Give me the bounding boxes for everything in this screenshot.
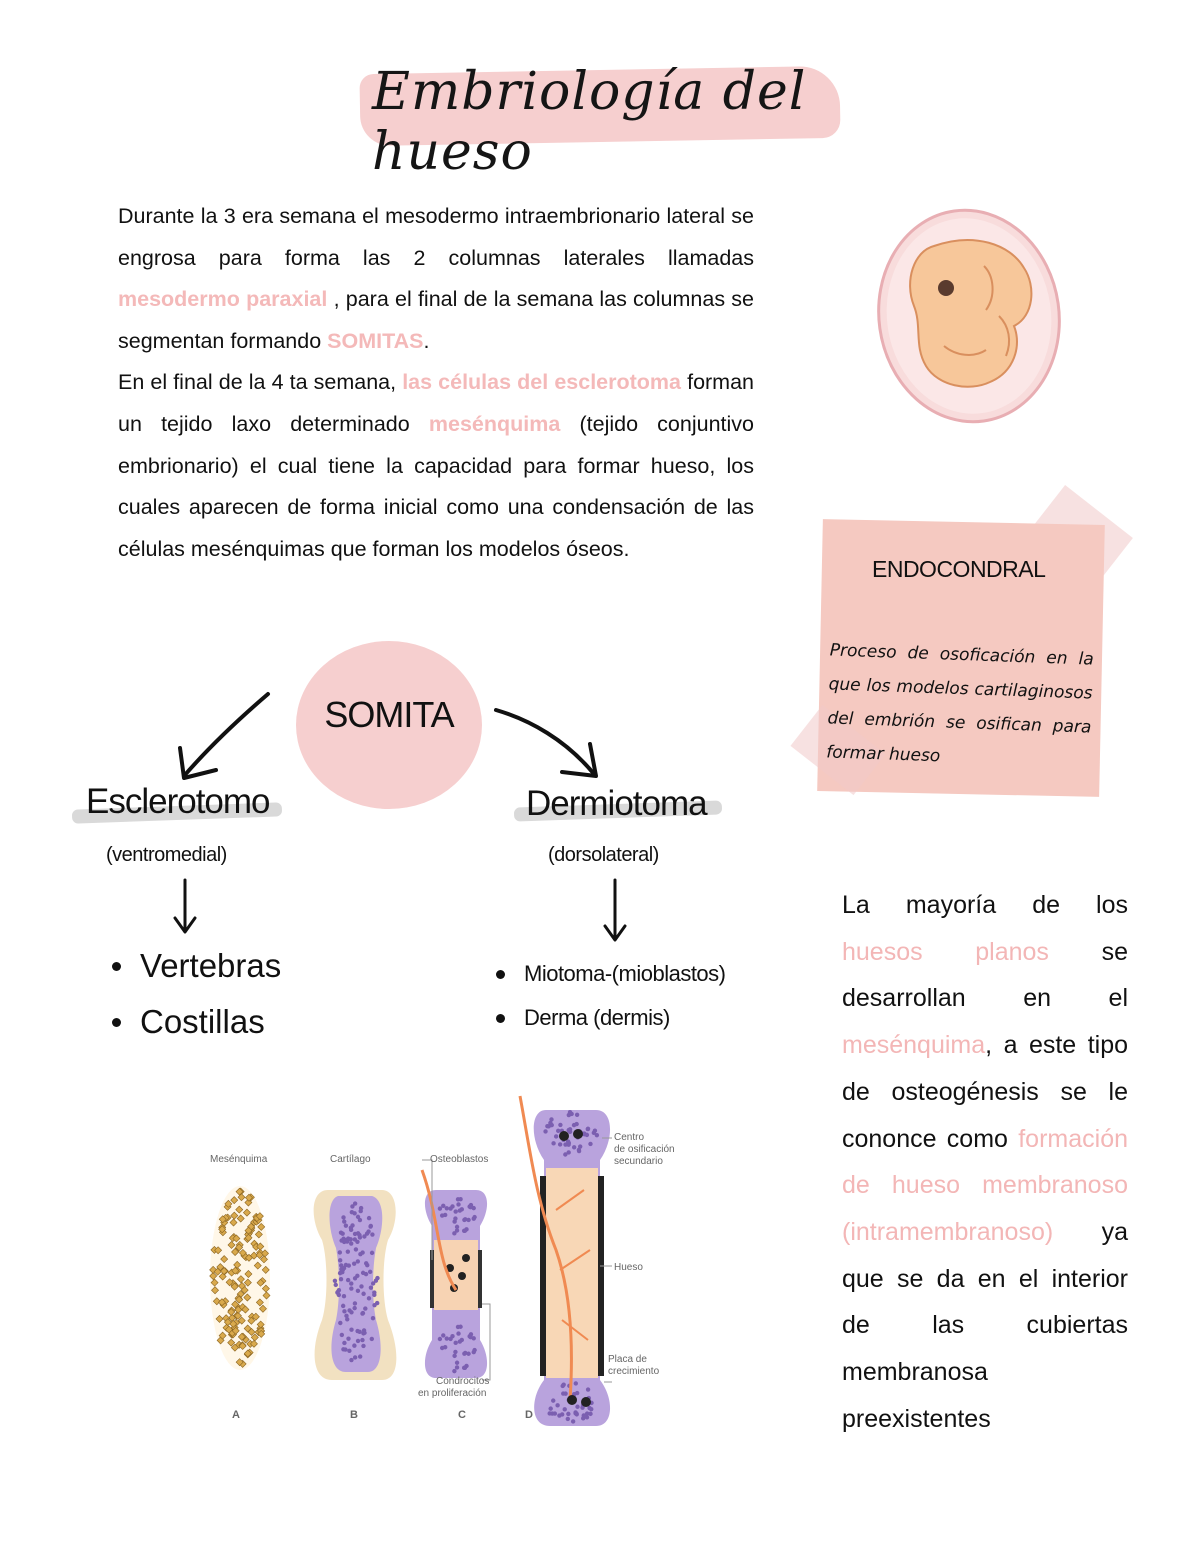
cell-dot bbox=[555, 1403, 559, 1407]
cell-dot bbox=[551, 1141, 555, 1145]
intro-paragraph bbox=[118, 196, 754, 570]
cell-dot bbox=[452, 1354, 456, 1358]
cell-dot bbox=[561, 1384, 565, 1388]
intro-text: (tejido conjuntivo embrionario) el cual tiene la capacidad para formar hueso, los cuales aparecen de forma inicial como una condensación de las células mesénquimas que forman los modelos óseos. bbox=[118, 411, 755, 561]
cell-dot bbox=[349, 1286, 353, 1290]
cell-dot bbox=[545, 1124, 549, 1128]
cell-dot bbox=[363, 1306, 367, 1310]
cell-dot bbox=[472, 1215, 476, 1219]
cell-dot bbox=[368, 1270, 372, 1274]
cell-dot bbox=[575, 1405, 579, 1409]
esclerotomo-heading: Esclerotomo bbox=[86, 782, 270, 821]
cell-dot bbox=[370, 1251, 374, 1255]
cell-dot bbox=[347, 1349, 351, 1353]
cell-dot bbox=[346, 1278, 350, 1282]
cell-dot bbox=[342, 1266, 346, 1270]
label-mesenquima: Mesénquima bbox=[210, 1154, 268, 1165]
cell-dot bbox=[472, 1348, 476, 1352]
cell-dot bbox=[338, 1321, 342, 1325]
cell-dot bbox=[349, 1358, 353, 1362]
cell-dot bbox=[353, 1301, 357, 1305]
cell-dot bbox=[342, 1341, 346, 1345]
cell-dot bbox=[362, 1331, 366, 1335]
dermiotoma-subtitle: (dorsolateral) bbox=[548, 844, 659, 866]
cell-dot bbox=[347, 1263, 351, 1267]
embryo-illustration bbox=[874, 206, 1064, 426]
cell-dot bbox=[561, 1391, 565, 1395]
cell-dot bbox=[335, 1290, 339, 1294]
cell-dot bbox=[358, 1218, 362, 1222]
highlight-esclerotoma: las células del esclerotoma bbox=[402, 370, 681, 395]
cell-dot bbox=[455, 1365, 459, 1369]
membranoso-paragraph bbox=[842, 882, 1128, 1442]
cell-dot bbox=[585, 1415, 589, 1419]
cell-dot bbox=[346, 1249, 350, 1253]
intro-text: En el final de la 4 ta semana, bbox=[118, 370, 403, 395]
cell-dot bbox=[588, 1412, 592, 1416]
cell-dot bbox=[354, 1247, 358, 1251]
cell-dot bbox=[462, 1366, 466, 1370]
arrow-right-icon bbox=[490, 700, 605, 785]
cell-dot bbox=[342, 1309, 346, 1313]
dermiotoma-heading: Dermiotoma bbox=[526, 784, 707, 823]
cell-dot bbox=[566, 1150, 570, 1154]
panel-label-d: D bbox=[525, 1409, 533, 1421]
intro-text: , para el final de la semana las columnas se segmentan formando bbox=[118, 287, 754, 353]
cell-dot bbox=[452, 1369, 456, 1373]
arrow-down-left-icon bbox=[170, 876, 200, 938]
cell-dot bbox=[356, 1339, 360, 1343]
cell-dot bbox=[462, 1218, 466, 1222]
cell-dot bbox=[440, 1213, 444, 1217]
cell-dot bbox=[456, 1331, 460, 1335]
cell-dot bbox=[341, 1215, 345, 1219]
cell-dot bbox=[342, 1294, 346, 1298]
somita-label: SOMITA bbox=[324, 694, 454, 735]
membranoso-text: se desarrollan en el bbox=[842, 937, 1128, 1013]
cell-dot bbox=[340, 1231, 344, 1235]
cell-dot bbox=[339, 1277, 343, 1281]
cell-dot bbox=[361, 1271, 365, 1275]
page-title: Embriología del hueso bbox=[372, 62, 807, 182]
cell-dot bbox=[346, 1336, 350, 1340]
cell-dot bbox=[358, 1354, 362, 1358]
cell-dot bbox=[356, 1259, 360, 1263]
list-item: Vertebras bbox=[112, 938, 281, 994]
label-centro-1: Centro bbox=[614, 1132, 645, 1143]
cell-dot bbox=[586, 1127, 590, 1131]
cell-dot bbox=[453, 1350, 457, 1354]
cell-dot bbox=[352, 1261, 356, 1265]
cell-dot bbox=[349, 1226, 353, 1230]
panel-b-cartilage bbox=[314, 1190, 397, 1380]
label-condrocitos-1: Condrocitos bbox=[436, 1376, 490, 1387]
label-hueso: Hueso bbox=[614, 1262, 643, 1273]
cell-dot bbox=[574, 1122, 578, 1126]
cell-dot bbox=[453, 1341, 457, 1345]
cell-dot bbox=[367, 1296, 371, 1300]
cell-dot bbox=[438, 1337, 442, 1341]
cell-dot bbox=[455, 1228, 459, 1232]
cell-dot bbox=[360, 1250, 364, 1254]
cell-dot bbox=[445, 1336, 449, 1340]
cell-dot bbox=[333, 1279, 337, 1283]
cell-dot bbox=[370, 1337, 374, 1341]
panel-label-c: C bbox=[458, 1409, 466, 1421]
highlight-mesenquima-2: mesénquima bbox=[842, 1031, 986, 1060]
cell-dot bbox=[338, 1271, 342, 1275]
cell-dot bbox=[369, 1224, 373, 1228]
cell-dot bbox=[362, 1234, 366, 1238]
cell-dot bbox=[585, 1133, 589, 1137]
cell-dot bbox=[352, 1343, 356, 1347]
endocondral-title: ENDOCONDRAL bbox=[872, 556, 1046, 582]
cell-dot bbox=[343, 1347, 347, 1351]
cell-dot bbox=[567, 1128, 571, 1132]
cell-dot bbox=[563, 1407, 567, 1411]
cell-dot bbox=[358, 1235, 362, 1239]
cell-dot bbox=[588, 1142, 592, 1146]
panel-a-mesenchyme bbox=[210, 1186, 270, 1370]
cell-dot bbox=[556, 1129, 560, 1133]
cell-dot bbox=[441, 1333, 445, 1337]
arrow-down-right-icon bbox=[600, 876, 630, 946]
highlight-mesenquima: mesénquima bbox=[428, 411, 561, 436]
cell-dot bbox=[353, 1232, 357, 1236]
cell-dot bbox=[343, 1238, 347, 1242]
cell-dot bbox=[453, 1216, 457, 1220]
cell-dot bbox=[355, 1240, 359, 1244]
cell-dot bbox=[370, 1232, 374, 1236]
panel-label-a: A bbox=[232, 1409, 240, 1421]
cell-dot bbox=[353, 1355, 357, 1359]
cell-dot bbox=[566, 1417, 570, 1421]
cell-dot bbox=[458, 1208, 462, 1212]
cell-dot bbox=[349, 1310, 353, 1314]
cell-dot bbox=[577, 1149, 581, 1153]
membranoso-text: La mayoría de los bbox=[842, 891, 1128, 919]
cell-dot bbox=[355, 1274, 359, 1278]
list-item: Miotoma-(mioblastos) bbox=[496, 952, 726, 996]
label-centro-2: de osificación bbox=[614, 1144, 675, 1155]
cell-dot bbox=[372, 1290, 376, 1294]
cell-dot bbox=[359, 1284, 363, 1288]
label-cartilago: Cartílago bbox=[330, 1154, 371, 1165]
cell-dot bbox=[365, 1263, 369, 1267]
cell-dot bbox=[361, 1344, 365, 1348]
cell-dot bbox=[586, 1387, 590, 1391]
membranoso-text: ya que se da en el interior de las cubiertas membranosa preexistentes bbox=[842, 1217, 1128, 1433]
arrow-left-icon bbox=[170, 688, 280, 788]
cell-dot bbox=[592, 1131, 596, 1135]
cell-dot bbox=[566, 1412, 570, 1416]
highlight-somitas: SOMITAS bbox=[327, 328, 424, 353]
cell-dot bbox=[340, 1333, 344, 1337]
cell-dot bbox=[371, 1316, 375, 1320]
cell-dot bbox=[448, 1206, 452, 1210]
cell-dot bbox=[348, 1237, 352, 1241]
cell-dot bbox=[453, 1209, 457, 1213]
intro-text: forman un tejido laxo determinado bbox=[118, 370, 755, 436]
cell-dot bbox=[572, 1145, 576, 1149]
cell-dot bbox=[554, 1134, 558, 1138]
cell-dot bbox=[547, 1411, 551, 1415]
cell-dot bbox=[543, 1129, 547, 1133]
highlight-hueso-membranoso: formación de hueso membranoso (intramembranoso) bbox=[842, 1124, 1128, 1246]
cell-dot bbox=[349, 1328, 353, 1332]
cell-dot bbox=[560, 1412, 564, 1416]
cell-dot bbox=[551, 1398, 555, 1402]
cell-dot bbox=[553, 1411, 557, 1415]
cell-dot bbox=[342, 1219, 346, 1223]
cell-dot bbox=[558, 1123, 562, 1127]
endocondral-text: Proceso de osoficación en la que los modelos cartilaginosos del embrión se osifican para formar hueso bbox=[825, 640, 1095, 767]
panel-d-long-bone bbox=[520, 1096, 610, 1426]
cell-dot bbox=[569, 1112, 573, 1116]
cell-dot bbox=[575, 1113, 579, 1117]
cell-dot bbox=[455, 1361, 459, 1365]
cell-dot bbox=[374, 1278, 378, 1282]
cell-dot bbox=[571, 1419, 575, 1423]
cell-dot bbox=[372, 1303, 376, 1307]
list-item: Costillas bbox=[112, 994, 281, 1050]
label-osteoblastos: Osteoblastos bbox=[430, 1154, 489, 1165]
cell-dot bbox=[339, 1238, 343, 1242]
cell-dot bbox=[345, 1317, 349, 1321]
label-centro-3: secundario bbox=[614, 1156, 663, 1167]
cell-dot bbox=[458, 1339, 462, 1343]
cell-dot bbox=[357, 1330, 361, 1334]
cell-dot bbox=[441, 1204, 445, 1208]
esclerotomo-list bbox=[112, 938, 281, 1050]
label-condrocitos-2: en proliferación bbox=[418, 1388, 487, 1399]
cell-dot bbox=[349, 1241, 353, 1245]
cell-dot bbox=[341, 1304, 345, 1308]
cell-dot bbox=[338, 1258, 342, 1262]
cell-dot bbox=[356, 1289, 360, 1293]
cell-dot bbox=[558, 1142, 562, 1146]
cell-dot bbox=[468, 1335, 472, 1339]
cell-dot bbox=[462, 1351, 466, 1355]
cell-dot bbox=[350, 1204, 354, 1208]
cell-dot bbox=[338, 1250, 342, 1254]
cell-dot bbox=[574, 1381, 578, 1385]
dermiotoma-list bbox=[496, 952, 726, 1040]
cell-dot bbox=[334, 1283, 338, 1287]
list-item: Derma (dermis) bbox=[496, 996, 726, 1040]
cell-dot bbox=[462, 1229, 466, 1233]
cell-dot bbox=[352, 1306, 356, 1310]
cell-dot bbox=[466, 1218, 470, 1222]
cell-dot bbox=[548, 1406, 552, 1410]
cell-dot bbox=[440, 1346, 444, 1350]
cell-dot bbox=[448, 1337, 452, 1341]
cell-dot bbox=[349, 1281, 353, 1285]
cell-dot bbox=[468, 1205, 472, 1209]
intro-text: Durante la 3 era semana el mesodermo intraembrionario lateral se engrosa para forma las 2 columnas laterales llamadas bbox=[118, 204, 754, 270]
cell-dot bbox=[367, 1216, 371, 1220]
cell-dot bbox=[344, 1223, 348, 1227]
highlight-mesodermo-paraxial: mesodermo paraxial bbox=[118, 287, 328, 312]
intro-text: . bbox=[423, 328, 430, 353]
label-placa-1: Placa de bbox=[608, 1354, 647, 1365]
cell-dot bbox=[369, 1285, 373, 1289]
cell-dot bbox=[466, 1352, 470, 1356]
membranoso-text: , a este tipo de osteogénesis se le cononce como bbox=[842, 1031, 1128, 1153]
cell-dot bbox=[549, 1117, 553, 1121]
cell-dot bbox=[575, 1412, 579, 1416]
cell-dot bbox=[359, 1206, 363, 1210]
cell-dot bbox=[458, 1325, 462, 1329]
cell-dot bbox=[458, 1197, 462, 1201]
panel-label-b: B bbox=[350, 1409, 358, 1421]
bone-development-figure bbox=[200, 1090, 690, 1430]
cell-dot bbox=[350, 1210, 354, 1214]
cell-dot bbox=[361, 1292, 365, 1296]
esclerotomo-subtitle: (ventromedial) bbox=[106, 844, 227, 866]
cell-dot bbox=[361, 1311, 365, 1315]
cell-dot bbox=[578, 1144, 582, 1148]
cell-dot bbox=[360, 1338, 364, 1342]
label-placa-2: crecimiento bbox=[608, 1366, 660, 1377]
cell-dot bbox=[456, 1202, 460, 1206]
highlight-huesos-planos: huesos planos bbox=[842, 937, 1049, 966]
